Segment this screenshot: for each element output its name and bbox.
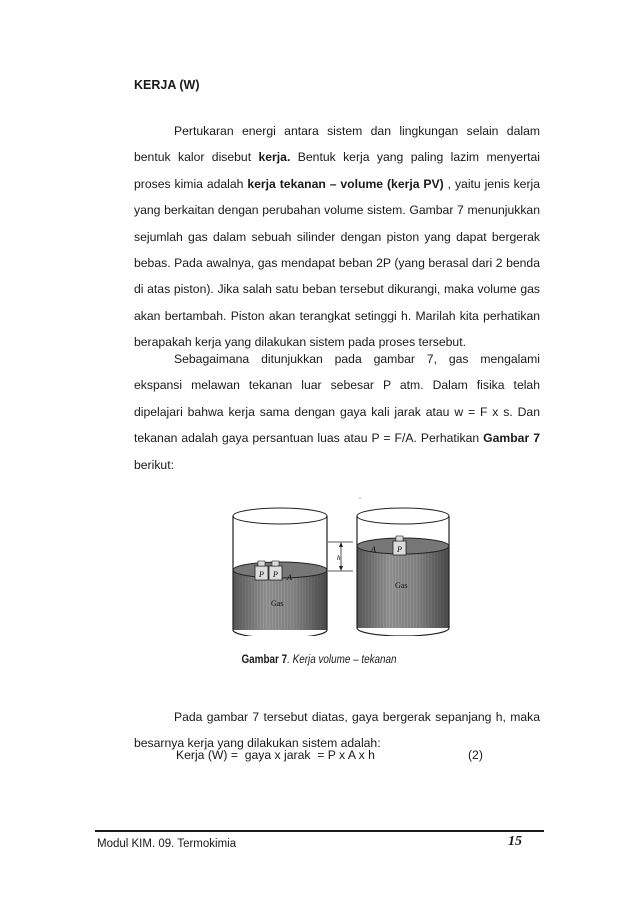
term-kerja: kerja. bbox=[258, 150, 291, 165]
paragraph-1 bbox=[134, 118, 540, 356]
formula bbox=[176, 748, 483, 762]
gas-label: Gas bbox=[395, 581, 408, 590]
area-label: A bbox=[371, 545, 376, 554]
gas-label: Gas bbox=[271, 599, 284, 608]
cylinder-piston-figure bbox=[225, 488, 457, 636]
weight-label: P bbox=[397, 545, 402, 554]
height-indicator bbox=[328, 542, 353, 571]
formula-text: Kerja (W) = gaya x jarak = P x A x h bbox=[176, 748, 375, 762]
height-label: h bbox=[337, 554, 341, 562]
section-title: KERJA (W) bbox=[134, 78, 200, 92]
paragraph-2 bbox=[134, 346, 540, 478]
para2-text-1: Sebagaimana ditunjukkan pada gambar 7, gas mengalami ekspansi melawan tekanan luar sebesar P atm. Dalam fisika telah dipelajari bahwa kerja sama dengan gaya kali jarak atau w = F x s. Dan tekanan adalah gaya persantuan luas atau P = F/A. Perhatikan bbox=[134, 352, 540, 446]
para3-text: Pada gambar 7 tersebut diatas, gaya bergerak sepanjang h, maka besarnya kerja yang dilakukan sistem adalah: bbox=[134, 710, 540, 751]
weight-label: P bbox=[259, 570, 264, 579]
page-number: 15 bbox=[508, 834, 522, 849]
right-cylinder bbox=[357, 508, 449, 636]
weight-label: P bbox=[273, 570, 278, 579]
para2-text-2: berikut: bbox=[134, 457, 174, 472]
para1-text-1: Pertukaran energi antara sistem dan lingkungan selain dalam bentuk kalor disebut bbox=[134, 124, 540, 165]
para1-text-2: Bentuk kerja yang paling lazim menyertai proses kimia adalah bbox=[134, 150, 540, 191]
term-kerja-pv: kerja tekanan – volume (kerja PV) bbox=[247, 176, 444, 191]
figure-caption bbox=[45, 654, 594, 666]
caption-text: . Kerja volume – tekanan bbox=[287, 654, 397, 666]
caption-label: Gambar 7 bbox=[241, 654, 288, 666]
footer-divider bbox=[95, 830, 544, 832]
area-label: A bbox=[287, 573, 292, 582]
footer-module-title: Modul KIM. 09. Termokimia bbox=[97, 838, 237, 850]
equation-number: (2) bbox=[468, 748, 483, 762]
para1-text-3: , yaitu jenis kerja yang berkaitan dengan perubahan volume sistem. Gambar 7 menunjukkan sejumlah gas dalam sebuah silinder dengan piston yang dapat bergerak bebas. Pada awalnya, gas mendapat beban 2P (yang berasal dari 2 benda di atas piston). Jika salah satu beban tersebut dikurangi, maka volume gas akan bertambah. Piston akan terangkat setinggi h. Marilah kita perhatikan berapakah kerja yang dilakukan sistem pada proses tersebut. bbox=[134, 176, 540, 350]
figure-reference: Gambar 7 bbox=[483, 431, 540, 446]
left-cylinder bbox=[233, 508, 327, 636]
